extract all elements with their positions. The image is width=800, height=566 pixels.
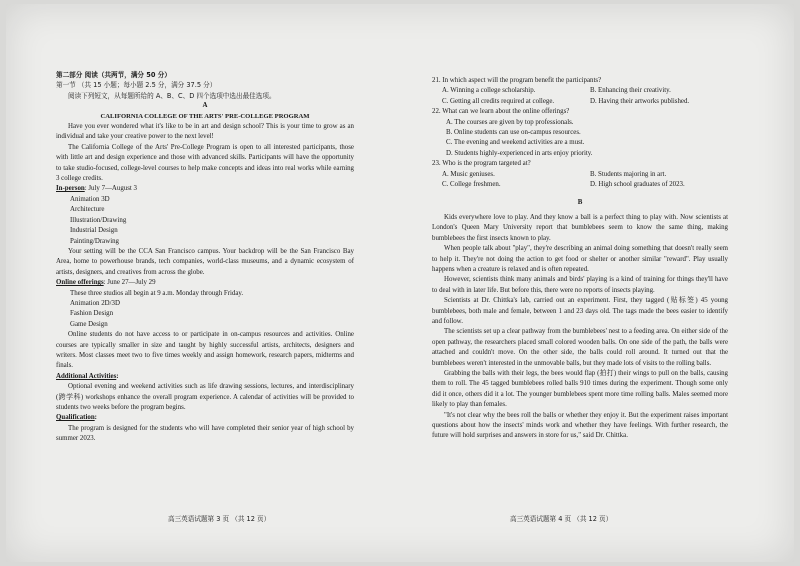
paragraph: The California College of the Arts' Pre-College Program is open to all interested participants, those with little art and design experience and those with advanced skills. Participants will have the opportunity to take studio-focused, college-level courses to help make concepts and ideas into real works while earning 3 college credits.	[56, 143, 354, 183]
paragraph: When people talk about "play", they're describing an animal doing something that doesn't really seem to help it. They're not doing the action to get food or shelter or another similar "reward". Play usually happens when a creature is relaxed and is often repeated.	[432, 245, 728, 273]
paragraph: Optional evening and weekend activities such as life drawing sessions, lectures, and interdisciplinary (跨学科) workshops enhance the overall program experience. A calendar of activities will be provided to students two weeks before the program begins.	[56, 383, 354, 411]
online-dates: : June 27—July 29	[103, 279, 156, 287]
online-label: Online offerings	[56, 279, 104, 287]
page-3-footer: 高三英语试题第 3 页 （共 12 页）	[168, 515, 271, 523]
list-item: Game Design	[70, 320, 108, 328]
list-item: Architecture	[70, 206, 105, 214]
option: B. Enhancing their creativity.	[590, 87, 671, 95]
option: A. Winning a college scholarship.	[442, 87, 536, 95]
option: C. The evening and weekend activities are a must.	[446, 139, 585, 147]
paragraph: However, scientists think many animals and birds' playing is a kind of training for things they'll have to deal with in later life. But before this, there were no reports of insects playing.	[432, 276, 728, 294]
paragraph: Have you ever wondered what it's like to be in art and design school? This is your time to grow as an individual and take your creative power to the next level!	[56, 123, 354, 141]
additional-label: Additional Activities	[56, 372, 117, 380]
list-item: Animation 3D	[70, 195, 110, 203]
option: C. Getting all credits required at college.	[442, 97, 555, 105]
paragraph: Scientists at Dr. Chittka's lab, carried out an experiment. First, they tagged (贴标签) 45 young bumblebees, both male and female, between 1 and 23 days old. The tags made the bees easier to identify and follow.	[432, 297, 728, 325]
option: B. Students majoring in art.	[590, 170, 667, 178]
paragraph: Your setting will be the CCA San Francisco campus. Your backdrop will be the San Francisco Bay Area, home to powerhouse brands, tech companies, world-class museums, and a dynamic ecosystem of artists, designers, and creatives from across the globe.	[56, 247, 354, 276]
list-item: Animation 2D/3D	[70, 299, 120, 307]
question-21: 21. In which aspect will the program benefit the participants?	[432, 77, 602, 84]
page-3	[56, 70, 354, 445]
additional-colon: :	[116, 372, 119, 380]
page-4-footer: 高三英语试题第 4 页 （共 12 页）	[510, 515, 613, 523]
part-header: 第二部分 阅读（共两节，满分 50 分）	[56, 71, 171, 79]
paragraph: Grabbing the balls with their legs, the bees would flap (拍打) their wings to pull on the balls, causing them to roll. The 45 tagged bumblebees rolled balls 910 times during the experiment. Though some only did it once, others did it a lot. The younger bumblebees spent more time rolling balls. Males seemed more likely to play than females.	[432, 369, 728, 409]
online-intro: These three studios all begin at 9 a.m. Monday through Friday.	[70, 289, 244, 297]
option: D. Having their artworks published.	[590, 97, 690, 105]
inperson-dates: : July 7—August 3	[84, 185, 137, 193]
inperson-label: In-person	[56, 185, 85, 193]
list-item: Industrial Design	[70, 227, 118, 235]
question-23: 23. Who is the program targeted at?	[432, 160, 531, 168]
option: C. College freshmen.	[442, 181, 501, 189]
option: A. The courses are given by top professionals.	[446, 118, 574, 126]
section-header: 第一节 （共 15 小题；每小题 2.5 分，满分 37.5 分）	[56, 81, 217, 90]
qualification-label: Qualification	[56, 414, 95, 422]
list-item: Fashion Design	[70, 310, 114, 318]
page-4	[432, 76, 728, 442]
list-item: Illustration/Drawing	[70, 216, 127, 224]
option: A. Music geniuses.	[442, 170, 495, 178]
list-item: Painting/Drawing	[70, 237, 119, 245]
paragraph: "It's not clear why the bees roll the balls or whether they enjoy it. But the experiment raises important questions about how the insects' minds work and whether they have feelings. With further research, the future will hold surprises and answers in store for us," said Dr. Chittka.	[432, 411, 728, 440]
qualification-colon: :	[94, 414, 97, 422]
option: D. High school graduates of 2023.	[590, 181, 685, 189]
passage-b-label: B	[577, 199, 583, 207]
option: D. Students highly-experienced in arts enjoy priority.	[446, 149, 593, 157]
question-22: 22. What can we learn about the online offerings?	[432, 108, 570, 116]
passage-a-title: CALIFORNIA COLLEGE OF THE ARTS' PRE-COLLEGE PROGRAM	[100, 112, 310, 120]
paragraph: Online students do not have access to or participate in on-campus resources and activities. Online courses are typically smaller in size and taught by highly successful artists, architects, designers and writers. Most classes meet two to five times weekly and assign homework, research papers, midterms and finals.	[56, 331, 354, 370]
paragraph: The scientists set up a clear pathway from the bumblebees' nest to a feeding area. On either side of the open pathway, the researchers placed small colored wooden balls. On one side of the path, the balls were attached and couldn't move. On the other side, the balls could roll around. It turned out that the bumblebees weren't interested in the unmovable balls, but they made lots of visits to the rolling balls.	[432, 328, 728, 367]
instruction: 阅读下列短文，从每题所给的 A、B、C、D 四个选项中选出最佳选项。	[68, 91, 276, 100]
paragraph: The program is designed for the students who will have completed their senior year of high school by summer 2023.	[56, 424, 354, 443]
option: B. Online students can use on-campus resources.	[446, 129, 581, 137]
passage-a-label: A	[202, 102, 208, 110]
paragraph: Kids everywhere love to play. And they know a ball is a perfect thing to play with. Now scientists at London's Queen Mary University report that bumblebees seem to know the same thing, making bumblebees the first insects known to play.	[432, 213, 728, 242]
